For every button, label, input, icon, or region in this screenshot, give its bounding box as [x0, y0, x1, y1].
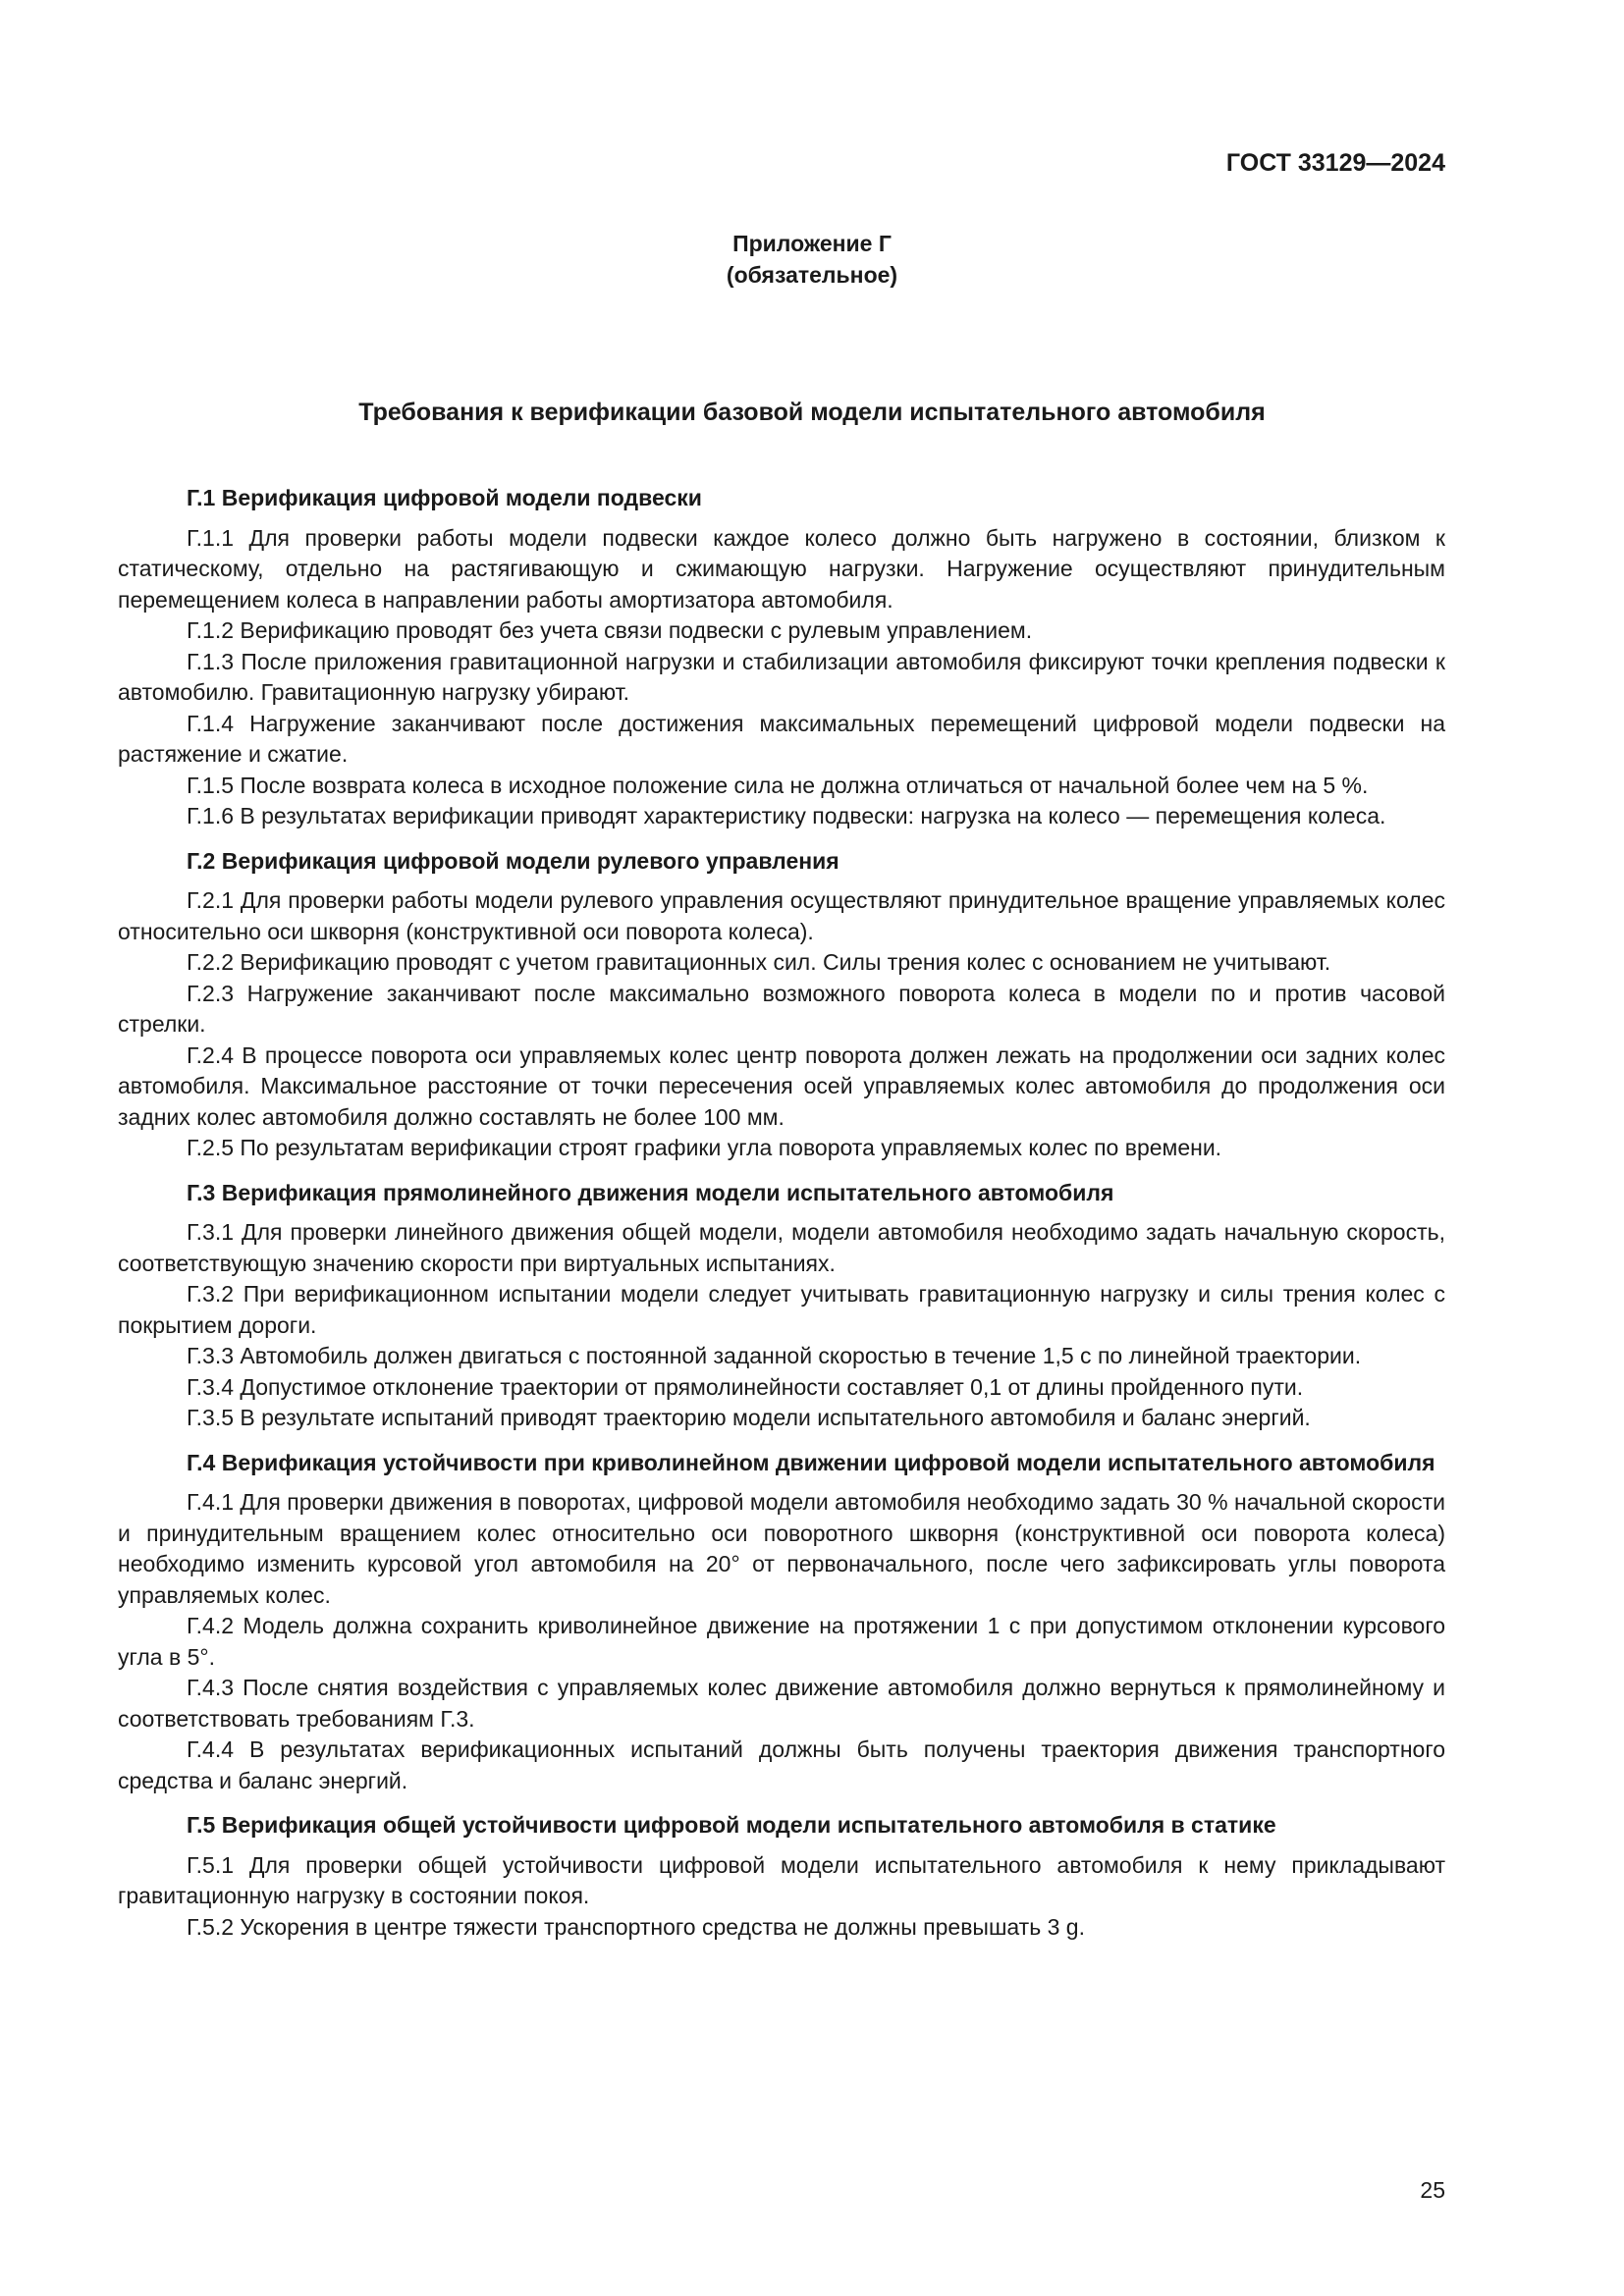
paragraph: Г.3.3 Автомобиль должен двигаться с постоянной заданной скоростью в течение 1,5 с по линейной траектории. [187, 1343, 1362, 1368]
document-code: ГОСТ 33129—2024 [1225, 149, 1445, 177]
paragraph: Г.1.4 Нагружение заканчивают после достижения максимальных перемещений цифровой модели подвески на растяжение и сжатие. [118, 710, 1445, 767]
section-heading: Г.5 Верификация общей устойчивости цифровой модели испытательного автомобиля в статике [187, 1812, 1276, 1838]
section-heading: Г.4 Верификация устойчивости при криволинейном движении цифровой модели испытательного автомобиля [187, 1449, 1435, 1475]
section-g5 [118, 1810, 1445, 1943]
section-g1 [118, 483, 1445, 832]
section-g4 [118, 1448, 1445, 1797]
paragraph: Г.2.4 В процессе поворота оси управляемых колес центр поворота должен лежать на продолжении оси задних колес автомобиля. Максимальное расстояние от точки пересечения осей управляемых колес автомобиля до продолжения оси задних колес автомобиля должно составлять не более 100 мм. [118, 1041, 1445, 1130]
page-number: 25 [1420, 2177, 1445, 2203]
section-heading: Г.1 Верификация цифровой модели подвески [187, 485, 702, 510]
section-heading: Г.3 Верификация прямолинейного движения модели испытательного автомобиля [187, 1179, 1114, 1205]
document-body [118, 483, 1445, 1943]
section-heading: Г.2 Верификация цифровой модели рулевого управления [187, 847, 839, 874]
paragraph: Г.1.6 В результатах верификации приводят характеристику подвески: нагрузка на колесо — перемещения колеса. [187, 803, 1386, 828]
paragraph: Г.2.1 Для проверки работы модели рулевого управления осуществляют принудительное вращение управляемых колес относительно оси шкворня (конструктивной оси поворота колеса). [118, 887, 1445, 944]
paragraph: Г.3.5 В результате испытаний приводят траекторию модели испытательного автомобиля и баланс энергий. [187, 1405, 1311, 1430]
paragraph: Г.2.2 Верификацию проводят с учетом гравитационных сил. Силы трения колес с основанием не учитывают. [187, 949, 1331, 975]
paragraph: Г.4.3 После снятия воздействия с управляемых колес движение автомобиля должно вернуться к прямолинейному и соответствовать требованиям Г.3. [118, 1675, 1445, 1732]
paragraph: Г.2.3 Нагружение заканчивают после максимально возможного поворота колеса в модели по и против часовой стрелки. [118, 980, 1445, 1037]
appendix-status: (обязательное) [726, 262, 898, 288]
paragraph: Г.2.5 По результатам верификации строят графики угла поворота управляемых колес по времени. [187, 1135, 1222, 1160]
paragraph: Г.3.2 При верификационном испытании модели следует учитывать гравитационную нагрузку и силы трения колес с покрытием дороги. [118, 1281, 1445, 1338]
appendix-label: Приложение Г [732, 231, 892, 256]
page-title: Требования к верификации базовой модели испытательного автомобиля [358, 399, 1266, 426]
section-g3 [118, 1178, 1445, 1434]
paragraph: Г.3.4 Допустимое отклонение траектории от прямолинейности составляет 0,1 от длины пройденного пути. [187, 1373, 1304, 1400]
paragraph: Г.5.1 Для проверки общей устойчивости цифровой модели испытательного автомобиля к нему прикладывают гравитационную нагрузку в состоянии покоя. [118, 1851, 1445, 1908]
paragraph: Г.1.3 После приложения гравитационной нагрузки и стабилизации автомобиля фиксируют точки крепления подвески к автомобилю. Гравитационную нагрузку убирают. [118, 648, 1445, 705]
paragraph: Г.1.1 Для проверки работы модели подвески каждое колесо должно быть нагружено в состоянии, близком к статическому, отдельно на растягивающую и сжимающую нагрузки. Нагружение осуществляют принудительным перемещением колеса в направлении работы амортизатора автомобиля. [118, 524, 1445, 613]
paragraph: Г.1.2 Верификацию проводят без учета связи подвески с рулевым управлением. [187, 617, 1033, 643]
section-g2 [118, 846, 1445, 1164]
paragraph: Г.4.1 Для проверки движения в поворотах, цифровой модели автомобиля необходимо задать 30 % начальной скорости и принудительным вращением колес относительно оси поворотного шкворня (конструктивной оси поворота колеса) необходимо изменить курсовой угол автомобиля на 20° от первоначального, после чего зафиксировать углы поворота управляемых колес. [118, 1489, 1445, 1608]
appendix-heading [0, 228, 1624, 291]
paragraph: Г.4.2 Модель должна сохранить криволинейное движение на протяжении 1 с при допустимом отклонении курсового угла в 5°. [118, 1613, 1445, 1670]
paragraph: Г.3.1 Для проверки линейного движения общей модели, модели автомобиля необходимо задать начальную скорость, соответствующую значению скорости при виртуальных испытаниях. [118, 1219, 1445, 1276]
paragraph: Г.5.2 Ускорения в центре тяжести транспортного средства не должны превышать 3 g. [187, 1913, 1085, 1940]
paragraph: Г.1.5 После возврата колеса в исходное положение сила не должна отличаться от начальной более чем на 5 %. [187, 772, 1369, 798]
paragraph: Г.4.4 В результатах верификационных испытаний должны быть получены траектория движения транспортного средства и баланс энергий. [118, 1736, 1445, 1793]
